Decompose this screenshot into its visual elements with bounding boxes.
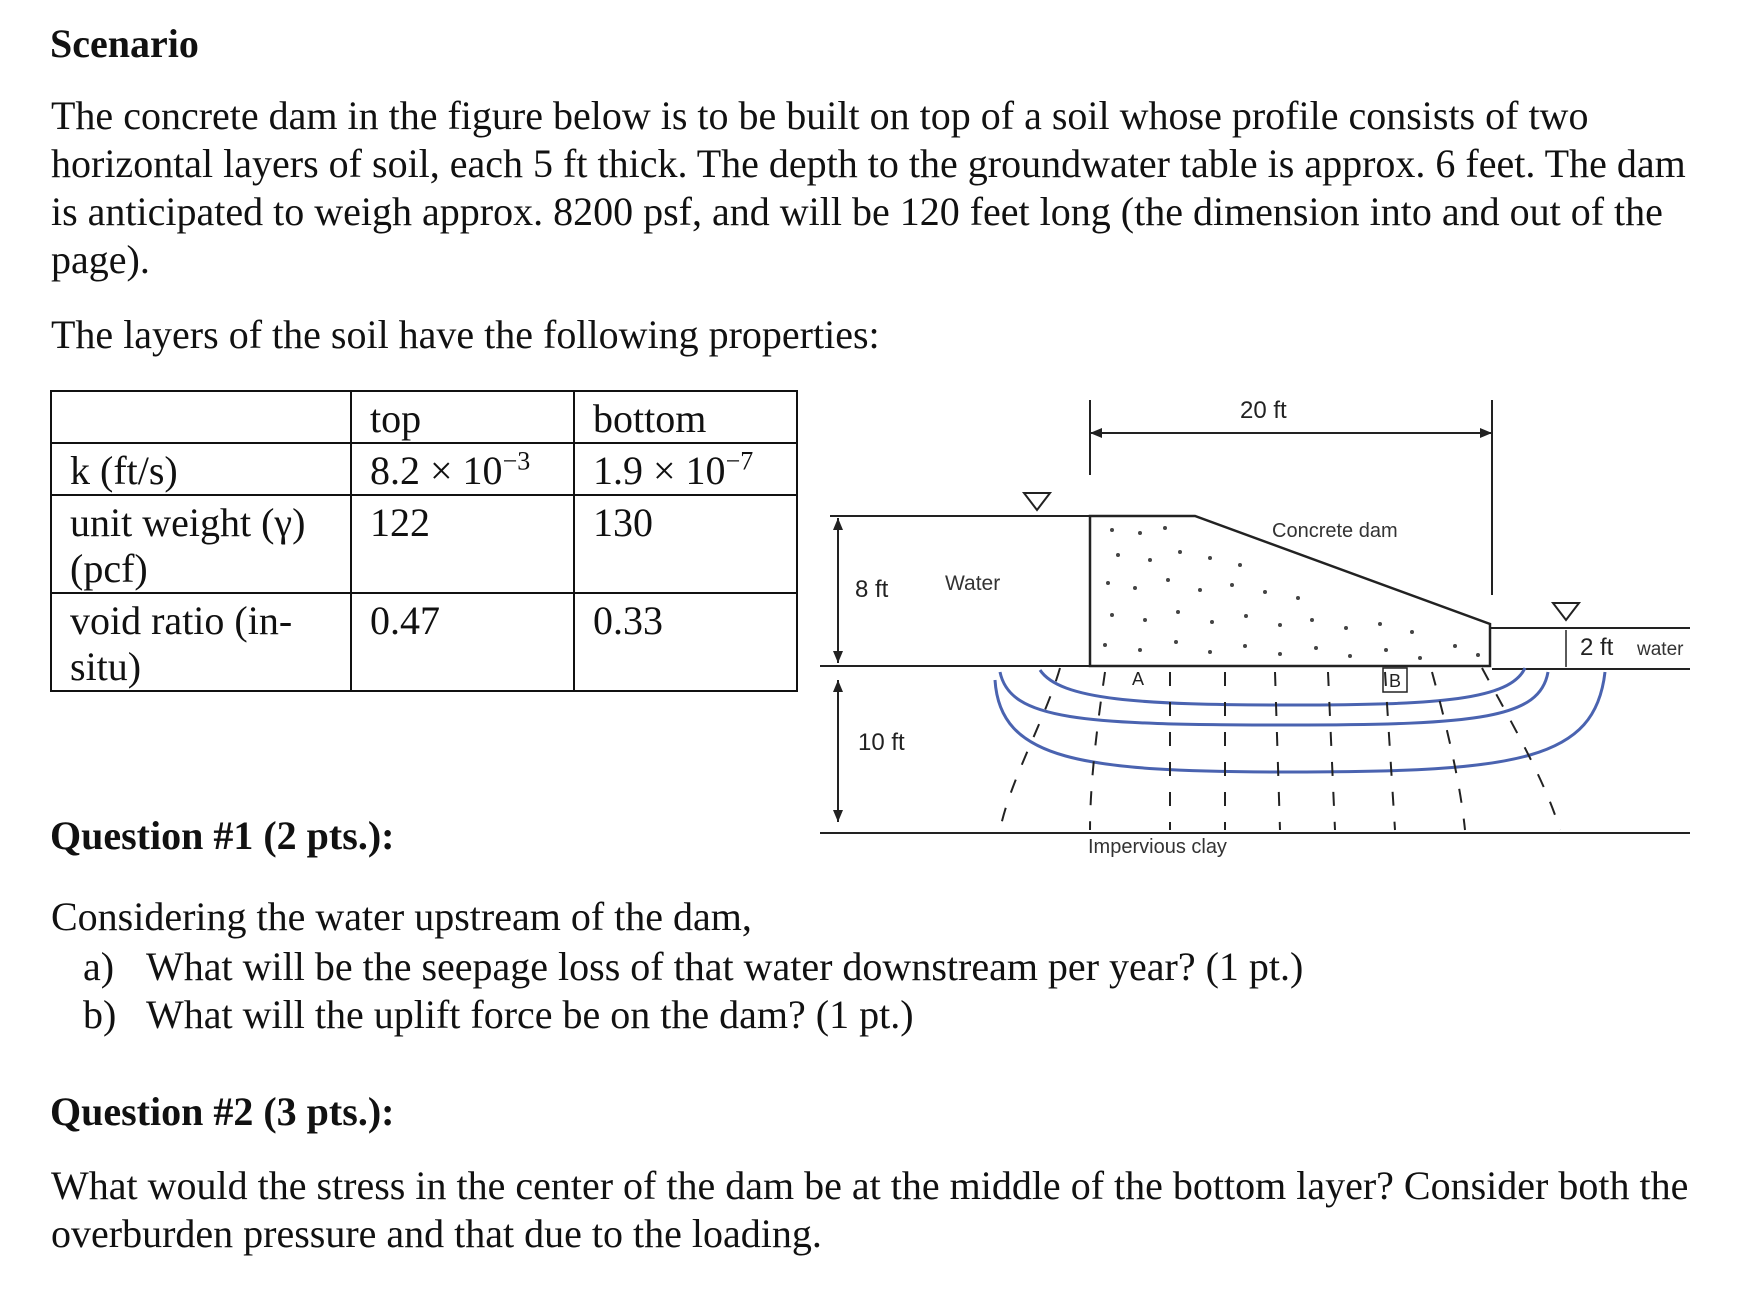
list-item [51, 943, 1701, 991]
cell-unit-weight-bottom: 130 [574, 495, 797, 593]
question1-list [51, 943, 1701, 1039]
item-label: b) [83, 992, 117, 1037]
equipotential-line [1328, 672, 1335, 830]
cell-k-bottom: $1.9 \times 10^{-7}$ [574, 443, 797, 495]
cell-void-ratio-top: 0.47 [351, 593, 574, 691]
arrowhead-icon [833, 810, 843, 822]
row-label-k: k (ft/s) [51, 443, 351, 495]
item-text: What will be the seepage loss of that water downstream per year? (1 pt.) [146, 944, 1304, 989]
cell-unit-weight-top: 122 [351, 495, 574, 593]
width-label: 20 ft [1240, 397, 1287, 424]
water-level-marker-icon [1024, 493, 1050, 510]
equipotential-line [1432, 672, 1465, 830]
equipotential-line [1385, 672, 1395, 830]
point-a-label: A [1132, 669, 1145, 689]
water-level-marker-icon [1553, 603, 1579, 620]
flow-lines [995, 668, 1605, 772]
base-label: Impervious clay [1088, 836, 1227, 858]
arrowhead-icon [1480, 428, 1492, 438]
row-label-unit-weight: unit weight (γ) (pcf) [51, 495, 351, 593]
list-item [51, 991, 1701, 1039]
flow-line [995, 672, 1605, 772]
equipotential-line [1275, 672, 1280, 830]
water-label: Water [945, 572, 1001, 595]
row-label-void-ratio: void ratio (in-situ) [51, 593, 351, 691]
downstream-water-label: water [1637, 639, 1684, 660]
scenario-intro: The concrete dam in the figure below is to be built on top of a soil whose profile consists of two horizontal layers of soil, each 5 ft thick. The depth to the groundwater table is approx. 6 feet. The dam is anticipated to weigh approx. 8200 psf, and will be 120 feet long (the dimension into and out of the page). [51, 93, 1686, 282]
arrowhead-icon [1090, 428, 1102, 438]
column-header-top: top [351, 391, 574, 443]
arrowhead-icon [833, 651, 843, 663]
column-header-bottom: bottom [574, 391, 797, 443]
arrowhead-icon [833, 680, 843, 692]
question2-heading: Question #2 (3 pts.): [50, 1089, 395, 1134]
cell-void-ratio-bottom: 0.33 [574, 593, 797, 691]
point-b-label: B [1389, 671, 1402, 691]
soil-depth-label: 10 ft [858, 729, 905, 756]
upstream-height-label: 8 ft [855, 576, 889, 603]
scenario-heading: Scenario [50, 21, 199, 66]
cell-k-top: $8.2 \times 10^{-3}$ [351, 443, 574, 495]
question2-text: What would the stress in the center of the dam be at the middle of the bottom layer? Consider both the overburden pressure and that due to the loading. [51, 1163, 1689, 1256]
item-text: What will the uplift force be on the dam? (1 pt.) [146, 992, 914, 1037]
downstream-height-label: 2 ft [1580, 634, 1614, 661]
question1-intro: Considering the water upstream of the dam, [51, 894, 752, 939]
flow-line [1040, 668, 1525, 705]
question1-heading: Question #1 (2 pts.): [50, 813, 395, 858]
dam-label: Concrete dam [1272, 520, 1398, 542]
item-label: a) [83, 944, 115, 989]
layers-intro: The layers of the soil have the following properties: [51, 312, 880, 357]
arrowhead-icon [833, 518, 843, 530]
